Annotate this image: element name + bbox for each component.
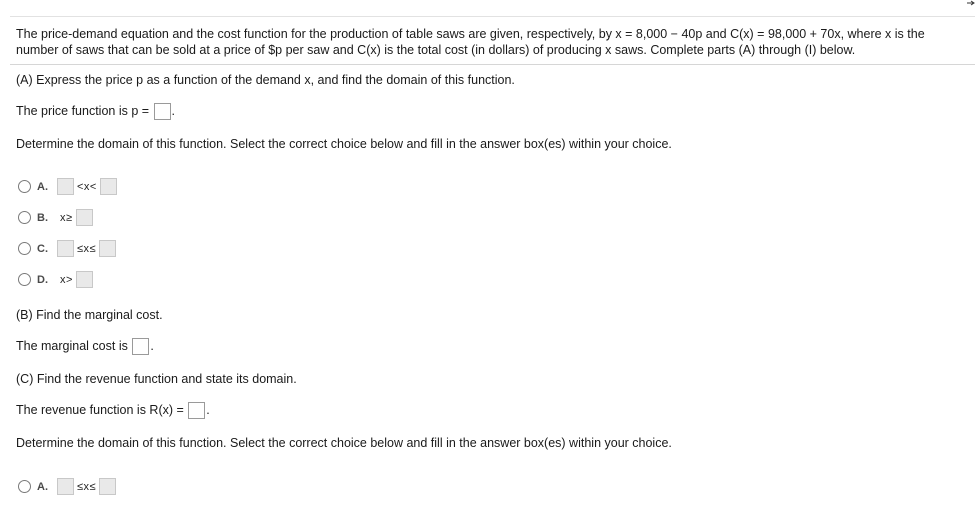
radio-button[interactable] <box>18 242 31 255</box>
radio-button[interactable] <box>18 211 31 224</box>
part-b-heading: (B) Find the marginal cost. <box>16 308 163 322</box>
part-a-option-d[interactable] <box>18 270 93 288</box>
lower-bound-input[interactable] <box>57 478 74 495</box>
upper-bound-input[interactable] <box>99 240 116 257</box>
option-letter: A. <box>37 480 48 493</box>
marginal-cost-row <box>16 338 154 355</box>
lower-bound-input[interactable] <box>57 240 74 257</box>
problem-statement: The price-demand equation and the cost function for the production of table saws are given, respectively, by x = 8,000 − 40p and C(x) = 98,000 + 70x, where x is the number of saws that can be sold at a price of $p per saw and C(x) is the total cost (in dollars) of producing x saws. Complete parts (A) through (I) below. <box>16 27 925 57</box>
part-a-option-c[interactable] <box>18 239 116 257</box>
part-c-option-a[interactable] <box>18 477 116 495</box>
bound-input[interactable] <box>76 271 93 288</box>
revenue-function-label: The revenue function is R(x) = <box>16 403 184 417</box>
inequality-symbol: x≥ <box>60 211 73 224</box>
section-divider <box>10 64 975 65</box>
revenue-function-row <box>16 402 210 419</box>
option-letter: D. <box>37 273 48 286</box>
inequality-symbol: <x< <box>77 180 97 193</box>
price-function-row <box>16 103 175 120</box>
upper-bound-input[interactable] <box>100 178 117 195</box>
corner-arrow-icon <box>967 0 975 6</box>
lower-bound-input[interactable] <box>57 178 74 195</box>
inequality-symbol: x> <box>60 273 73 286</box>
radio-button[interactable] <box>18 273 31 286</box>
price-function-label: The price function is p = <box>16 104 150 118</box>
marginal-cost-period: . <box>150 339 154 353</box>
part-a-domain-prompt: Determine the domain of this function. Select the correct choice below and fill in the answer box(es) within your choice. <box>16 137 672 151</box>
marginal-cost-label: The marginal cost is <box>16 339 128 353</box>
price-function-period: . <box>171 104 176 118</box>
radio-button[interactable] <box>18 480 31 493</box>
inequality-symbol: ≤x≤ <box>77 480 97 493</box>
marginal-cost-input[interactable] <box>132 338 149 355</box>
price-function-input[interactable] <box>154 103 171 120</box>
option-letter: A. <box>37 180 48 193</box>
option-letter: C. <box>37 242 48 255</box>
revenue-function-input[interactable] <box>188 402 205 419</box>
part-a-heading: (A) Express the price p as a function of the demand x, and find the domain of this function. <box>16 73 515 87</box>
bound-input[interactable] <box>76 209 93 226</box>
option-letter: B. <box>37 211 48 224</box>
upper-bound-input[interactable] <box>99 478 116 495</box>
part-a-option-a[interactable] <box>18 177 117 195</box>
inequality-symbol: ≤x≤ <box>77 242 97 255</box>
top-divider <box>10 16 975 17</box>
part-a-option-b[interactable] <box>18 208 93 226</box>
part-c-domain-prompt: Determine the domain of this function. Select the correct choice below and fill in the answer box(es) within your choice. <box>16 436 672 450</box>
part-c-heading: (C) Find the revenue function and state its domain. <box>16 372 297 386</box>
revenue-function-period: . <box>206 403 210 417</box>
radio-button[interactable] <box>18 180 31 193</box>
